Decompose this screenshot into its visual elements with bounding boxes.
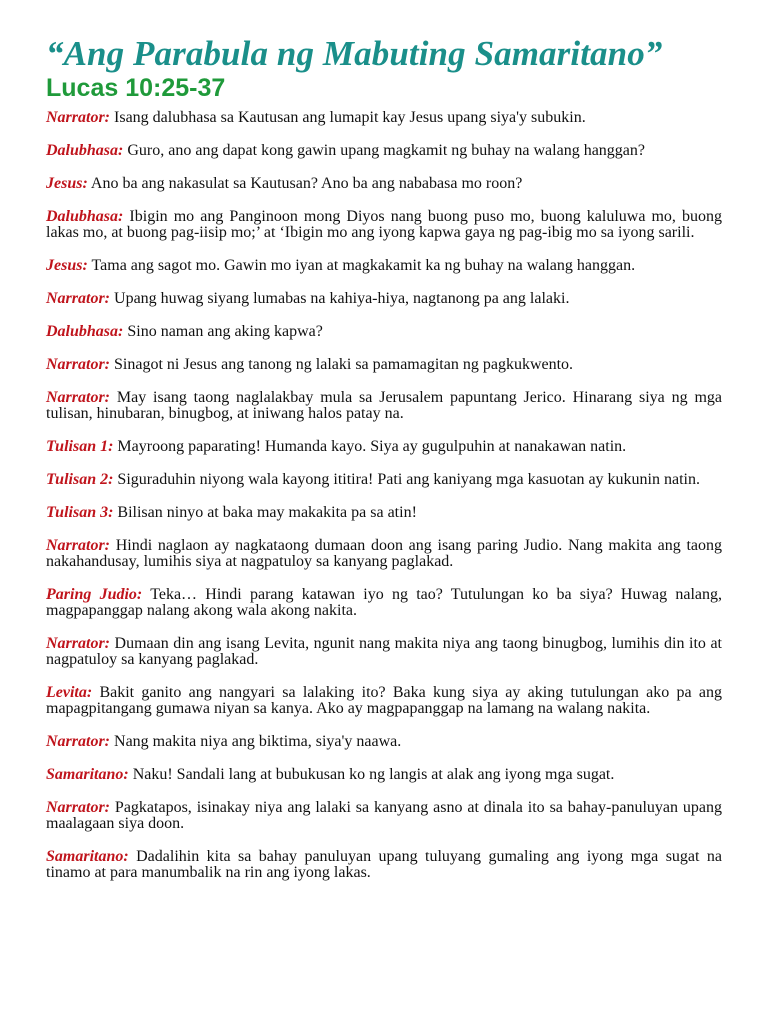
dialogue-line bbox=[46, 767, 722, 783]
dialogue-text: Bilisan ninyo at baka may makakita pa sa atin! bbox=[113, 504, 417, 521]
dialogue-line bbox=[46, 538, 722, 570]
speaker-label: Levita: bbox=[46, 684, 93, 701]
dialogue-line bbox=[46, 143, 722, 159]
dialogue-line bbox=[46, 849, 722, 881]
speaker-label: Narrator: bbox=[46, 290, 111, 307]
speaker-label: Samaritano: bbox=[46, 766, 129, 783]
speaker-label: Tulisan 2: bbox=[46, 471, 114, 488]
dialogue-text: Ibigin mo ang Panginoon mong Diyos nang buong puso mo, buong kaluluwa mo, buong lakas mo, at buong pag-iisip mo;’ at ‘Ibigin mo ang iyong kapwa gaya ng pag-ibig mo sa iyong sarili. bbox=[46, 208, 722, 241]
speaker-label: Dalubhasa: bbox=[46, 142, 124, 159]
dialogue-line bbox=[46, 209, 722, 241]
speaker-label: Tulisan 1: bbox=[46, 438, 114, 455]
dialogue-text: Tama ang sagot mo. Gawin mo iyan at magkakamit ka ng buhay na walang hanggan. bbox=[87, 257, 636, 274]
dialogue-line bbox=[46, 472, 722, 488]
speaker-label: Narrator: bbox=[46, 389, 111, 406]
page-title: “Ang Parabula ng Mabuting Samaritano” bbox=[46, 34, 663, 73]
speaker-label: Dalubhasa: bbox=[46, 208, 124, 225]
dialogue-line bbox=[46, 324, 722, 340]
dialogue-line bbox=[46, 291, 722, 307]
speaker-label: Paring Judio: bbox=[46, 586, 143, 603]
dialogue-text: Teka… Hindi parang katawan iyo ng tao? Tutulungan ko ba siya? Huwag nalang, magpapanggap nalang akong wala akong nakita. bbox=[46, 586, 722, 619]
dialogue-text: May isang taong naglalakbay mula sa Jerusalem papuntang Jerico. Hinarang siya ng mga tulisan, hinubaran, binugbog, at iniwang halos patay na. bbox=[46, 389, 722, 422]
dialogue-text: Ano ba ang nakasulat sa Kautusan? Ano ba ang nababasa mo roon? bbox=[87, 175, 523, 192]
dialogue-line bbox=[46, 587, 722, 619]
speaker-label: Narrator: bbox=[46, 733, 111, 750]
dialogue-text: Dadalihin kita sa bahay panuluyan upang tuluyang gumaling ang iyong mga sugat na tinamo at para manumbalik na rin ang iyong lakas. bbox=[46, 848, 722, 881]
scripture-reference: Lucas 10:25-37 bbox=[46, 74, 226, 102]
dialogue-line bbox=[46, 734, 722, 750]
dialogue-line bbox=[46, 636, 722, 668]
speaker-label: Narrator: bbox=[46, 356, 111, 373]
speaker-label: Jesus: bbox=[46, 175, 88, 192]
dialogue-text: Guro, ano ang dapat kong gawin upang magkamit ng buhay na walang hanggan? bbox=[123, 142, 645, 159]
dialogue-line bbox=[46, 439, 722, 455]
speaker-label: Narrator: bbox=[46, 635, 111, 652]
dialogue-line bbox=[46, 258, 722, 274]
dialogue-line bbox=[46, 800, 722, 832]
dialogue-text: Sinagot ni Jesus ang tanong ng lalaki sa pamamagitan ng pagkukwento. bbox=[110, 356, 574, 373]
dialogue-text: Nang makita niya ang biktima, siya'y naawa. bbox=[110, 733, 402, 750]
dialogue-text: Hindi naglaon ay nagkataong dumaan doon ang isang paring Judio. Nang makita ang taong nakahandusay, lumihis siya at nagpatuloy sa kanyang paglakad. bbox=[46, 537, 722, 570]
dialogue-line bbox=[46, 390, 722, 422]
speaker-label: Narrator: bbox=[46, 799, 111, 816]
dialogue-line bbox=[46, 357, 722, 373]
dialogue-text: Isang dalubhasa sa Kautusan ang lumapit kay Jesus upang siya'y subukin. bbox=[110, 109, 586, 126]
dialogue-line bbox=[46, 685, 722, 717]
dialogue-text: Upang huwag siyang lumabas na kahiya-hiya, nagtanong pa ang lalaki. bbox=[110, 290, 570, 307]
speaker-label: Dalubhasa: bbox=[46, 323, 124, 340]
dialogue-text: Bakit ganito ang nangyari sa lalaking ito? Baka kung siya ay aking tutulungan ako pa ang mapagpitangang gumawa niyan sa kanya. Ako ay magpapanggap na lamang na walang nakita. bbox=[46, 684, 722, 717]
speaker-label: Jesus: bbox=[46, 257, 88, 274]
speaker-label: Tulisan 3: bbox=[46, 504, 114, 521]
dialogue-line bbox=[46, 110, 722, 126]
speaker-label: Narrator: bbox=[46, 537, 111, 554]
dialogue-text: Naku! Sandali lang at bubukusan ko ng langis at alak ang iyong mga sugat. bbox=[128, 766, 615, 783]
dialogue-line bbox=[46, 176, 722, 192]
dialogue-text: Siguraduhin niyong wala kayong ititira! Pati ang kaniyang mga kasuotan ay kukunin natin. bbox=[113, 471, 700, 488]
dialogue-text: Pagkatapos, isinakay niya ang lalaki sa kanyang asno at dinala ito sa bahay-panuluyan upang maalagaan siya doon. bbox=[46, 799, 722, 832]
dialogue-text: Dumaan din ang isang Levita, ngunit nang makita niya ang taong binugbog, lumihis din ito at nagpatuloy sa kanyang paglakad. bbox=[46, 635, 722, 668]
dialogue-text: Mayroong paparating! Humanda kayo. Siya ay gugulpuhin at nanakawan natin. bbox=[113, 438, 627, 455]
speaker-label: Narrator: bbox=[46, 109, 111, 126]
speaker-label: Samaritano: bbox=[46, 848, 129, 865]
dialogue-text: Sino naman ang aking kapwa? bbox=[123, 323, 323, 340]
dialogue-list bbox=[46, 110, 722, 881]
dialogue-line bbox=[46, 505, 722, 521]
